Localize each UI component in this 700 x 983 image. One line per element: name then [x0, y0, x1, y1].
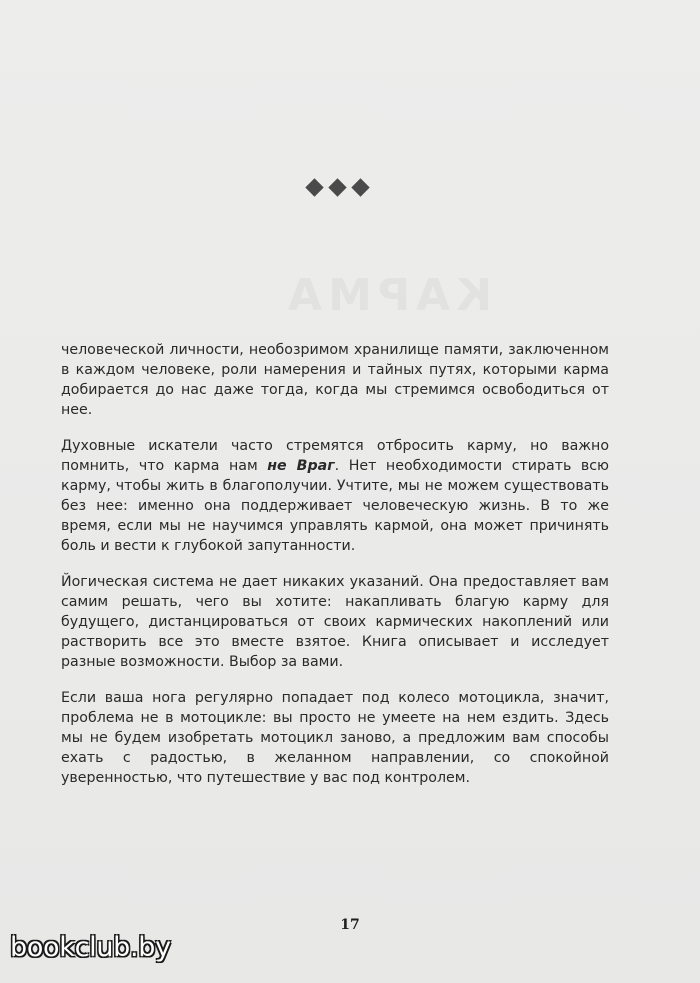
bleed-through-heading — [282, 270, 492, 321]
paragraph-1: человеческой личности, необозримом хранилище памяти, заключенном в каждом человеке, роли намерения и тайных путях, которыми карма добирается до нас даже тогда, когда мы стремимся освободиться от нее. — [61, 342, 609, 418]
paragraph-2-end: . Нет необходимости стирать всю карму, чтобы жить в благополучии. Учтите, мы не можем существовать без нее: именно она поддерживает человеческую жизнь. В то же время, если мы не научимся управлять кармой, она может причинять боль и вести к глубокой запутанности. — [61, 458, 609, 554]
body-text — [61, 340, 609, 804]
paragraph-2-start: Духовные искатели часто стремятся отбросить карму, но важно помнить, что карма нам — [61, 438, 609, 474]
section-ornament — [305, 181, 370, 194]
paragraph-2 — [61, 436, 609, 556]
diamond-icon — [305, 178, 323, 196]
diamond-icon — [351, 178, 369, 196]
watermark-logo: bookclub.by — [10, 932, 171, 963]
page-number: 17 — [340, 917, 360, 933]
paragraph-4: Если ваша нога регулярно попадает под колесо мотоцикла, значит, проблема не в мотоцикле: вы просто не умеете на нем ездить. Здесь мы не будем изобретать мотоцикл заново, а предложим вам способы ехать с радостью, в желанном направлении, со спокойной уверенностью, что путешествие у вас под контролем. — [61, 690, 609, 786]
diamond-icon — [328, 178, 346, 196]
paragraph-3: Йогическая система не дает никаких указаний. Она предоставляет вам самим решать, чего вы хотите: накапливать благую карму для будущего, дистанцироваться от своих кармических накоплений или растворить все это вместе взятое. Книга описывает и исследует разные возможности. Выбор за вами. — [61, 574, 609, 670]
emphasis-text: не Враг — [267, 458, 335, 474]
